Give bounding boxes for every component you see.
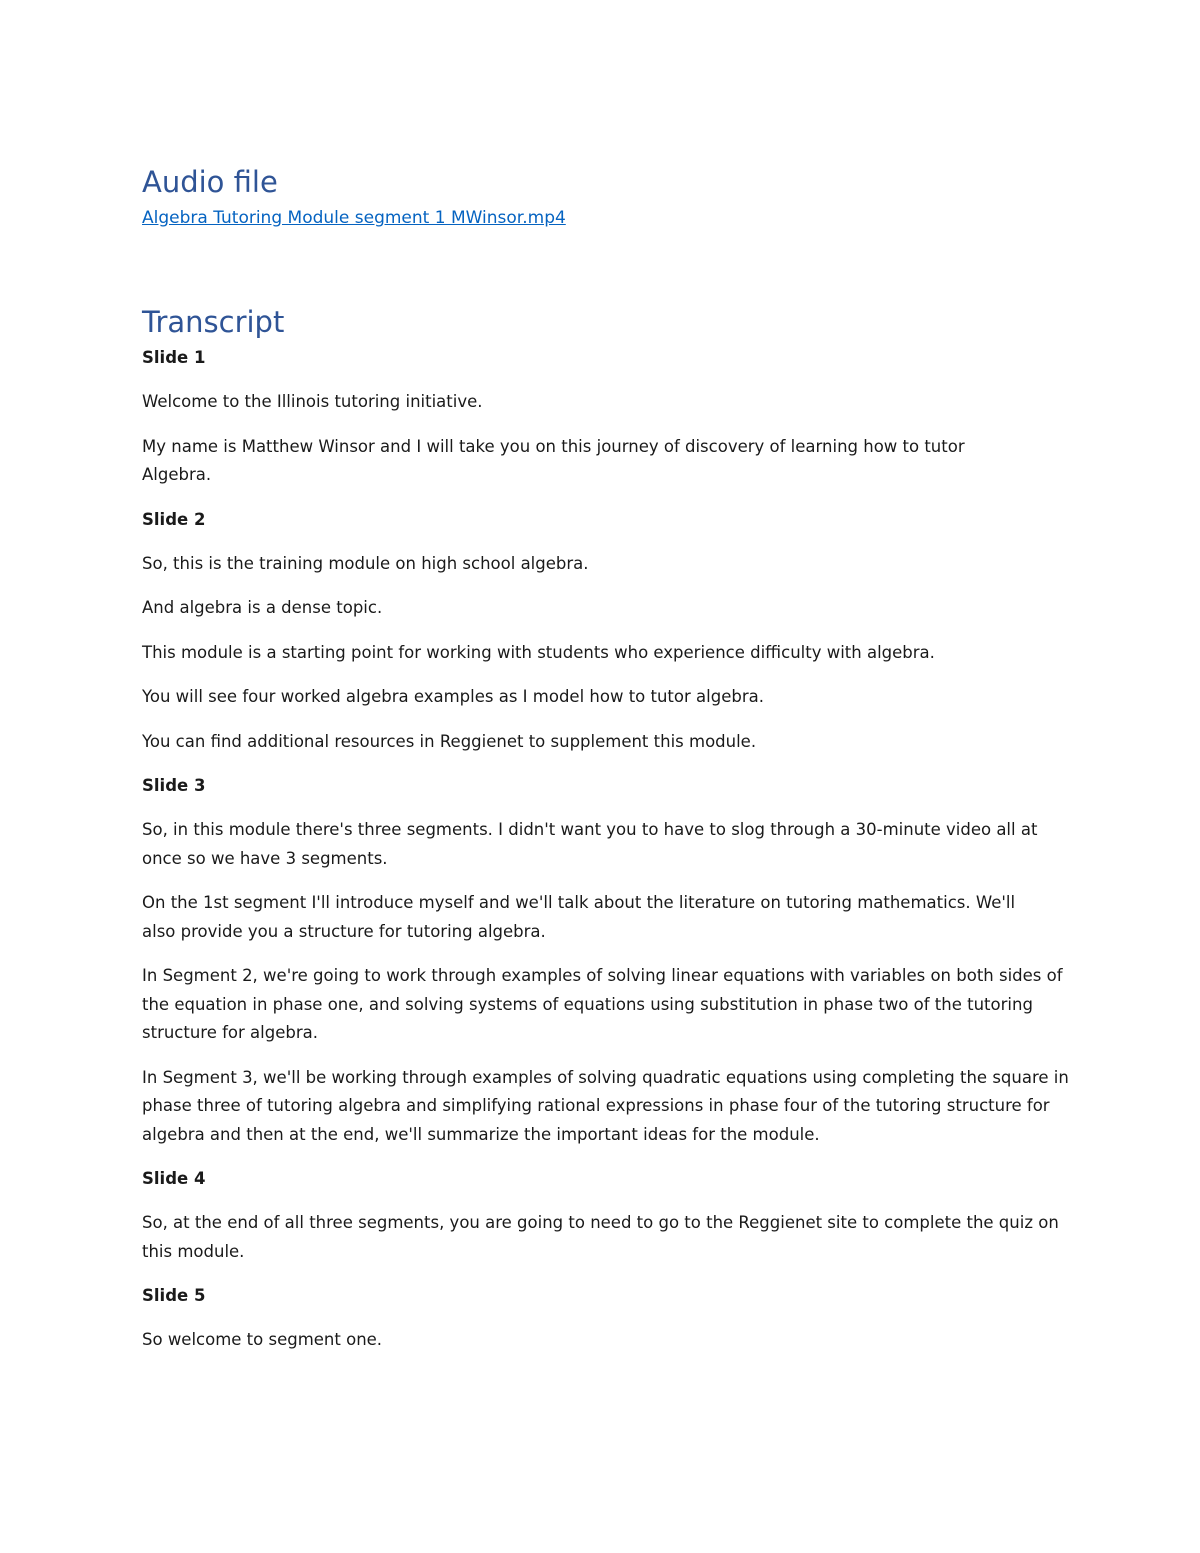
transcript-paragraph: On the 1st segment I'll introduce myself and we'll talk about the literature on tutoring mathematics. We'll also provide you a structure for tutoring algebra.: [142, 893, 1016, 941]
slide-label: Slide 5: [142, 1286, 206, 1305]
transcript-paragraph: Welcome to the Illinois tutoring initiative.: [142, 392, 483, 411]
slide-label: Slide 3: [142, 776, 206, 795]
transcript-paragraph: So welcome to segment one.: [142, 1330, 383, 1349]
transcript-paragraph: So, at the end of all three segments, you are going to need to go to the Reggienet site to complete the quiz on this module.: [142, 1213, 1059, 1261]
slide-label: Slide 2: [142, 509, 206, 529]
slide-label: Slide 1: [142, 348, 206, 367]
transcript-paragraph: This module is a starting point for working with students who experience difficulty with algebra.: [142, 642, 935, 662]
document-page: [142, 160, 1072, 1371]
slide-label: Slide 4: [142, 1169, 206, 1188]
transcript-paragraph: My name is Matthew Winsor and I will take you on this journey of discovery of learning how to tutor Algebra.: [142, 436, 965, 484]
transcript-heading: Transcript: [142, 305, 285, 339]
transcript-paragraph: And algebra is a dense topic.: [142, 598, 383, 617]
transcript-paragraph: You will see four worked algebra examples as I model how to tutor algebra.: [142, 687, 764, 706]
transcript-paragraph: So, in this module there's three segments. I didn't want you to have to slog through a 30-minute video all at once so we have 3 segments.: [142, 820, 1038, 868]
transcript-paragraph: In Segment 2, we're going to work through examples of solving linear equations with variables on both sides of the equation in phase one, and solving systems of equations using substitution in phase two of the tutoring structure for algebra.: [142, 966, 1063, 1042]
audio-file-heading: Audio file: [142, 165, 278, 199]
audio-file-link[interactable]: Algebra Tutoring Module segment 1 MWinsor.mp4: [142, 208, 566, 228]
transcript-paragraph: So, this is the training module on high school algebra.: [142, 553, 589, 573]
slide-block: [142, 506, 1072, 757]
transcript-paragraph: You can find additional resources in Reggienet to supplement this module.: [142, 731, 757, 751]
transcript-body: [142, 344, 1072, 1355]
slide-block: [142, 344, 1072, 490]
slide-block: [142, 1282, 1072, 1355]
transcript-paragraph: In Segment 3, we'll be working through examples of solving quadratic equations using completing the square in phase three of tutoring algebra and simplifying rational expressions in phase four of the tutoring structure for algebra and then at the end, we'll summarize the important ideas for the module.: [142, 1067, 1069, 1144]
slide-block: [142, 1165, 1072, 1266]
slide-block: [142, 772, 1072, 1149]
